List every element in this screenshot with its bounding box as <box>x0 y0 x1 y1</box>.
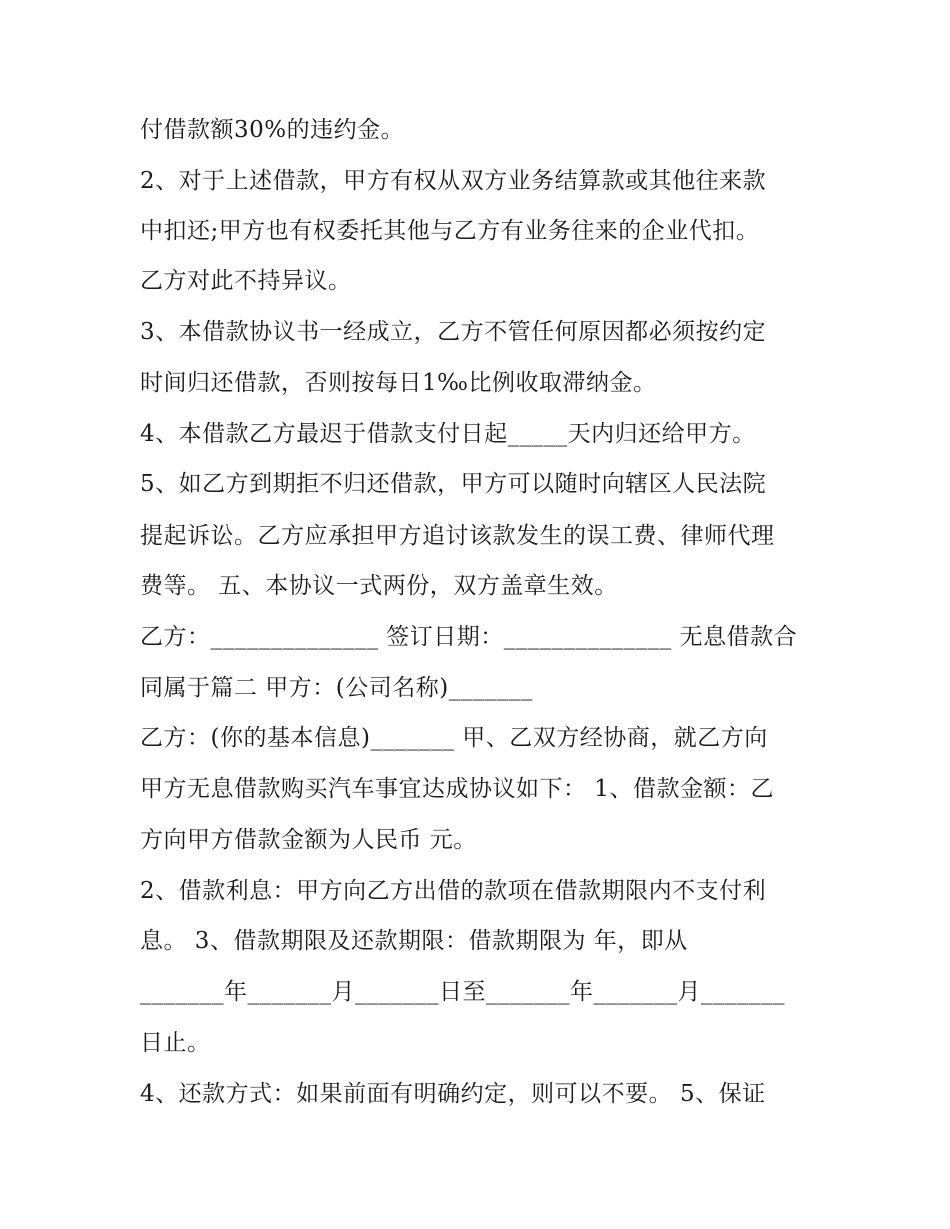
text-line-8: 5、如乙方到期拒不归还借款，甲方可以随时向辖区人民法院 <box>140 471 767 497</box>
text-line-5: 3、本借款协议书一经成立，乙方不管任何原因都必须按约定 <box>140 319 767 345</box>
text-line-10: 费等。 五、本协议一式两份，双方盖章生效。 <box>140 573 618 599</box>
text-line-1: 付借款额30%的违约金。 <box>140 117 405 143</box>
text-line-16: 2、借款利息：甲方向乙方出借的款项在借款期限内不支付利 <box>140 878 767 904</box>
text-line-18: _______年_______月_______日至_______年_______月_______ <box>140 979 785 1005</box>
text-line-7: 4、本借款乙方最迟于借款支付日起_____天内归还给甲方。 <box>140 421 756 447</box>
text-line-2: 2、对于上述借款，甲方有权从双方业务结算款或其他往来款 <box>140 168 767 194</box>
text-line-19: 日止。 <box>140 1030 211 1056</box>
text-line-4: 乙方对此不持异议。 <box>140 268 352 294</box>
text-line-13: 乙方：(你的基本信息)_______ 甲、乙双方经协商，就乙方向 <box>140 725 768 751</box>
text-line-9: 提起诉讼。乙方应承担甲方追讨该款发生的误工费、律师代理 <box>140 523 775 549</box>
text-line-6: 时间归还借款，否则按每日1‰比例收取滞纳金。 <box>140 370 657 396</box>
text-line-3: 中扣还;甲方也有权委托其他与乙方有业务往来的企业代扣。 <box>140 218 760 244</box>
text-line-12: 同属于篇二 甲方：(公司名称)_______ <box>140 675 533 701</box>
text-line-20: 4、还款方式：如果前面有明确约定，则可以不要。 5、保证 <box>140 1081 766 1107</box>
text-line-14: 甲方无息借款购买汽车事宜达成协议如下： 1、借款金额：乙 <box>140 776 774 802</box>
text-line-15: 方向甲方借款金额为人民币 元。 <box>140 827 477 853</box>
text-line-11: 乙方：______________ 签订日期：______________ 无息借款合 <box>140 624 798 650</box>
text-line-17: 息。 3、借款期限及还款期限：借款期限为 年，即从 <box>140 928 688 954</box>
